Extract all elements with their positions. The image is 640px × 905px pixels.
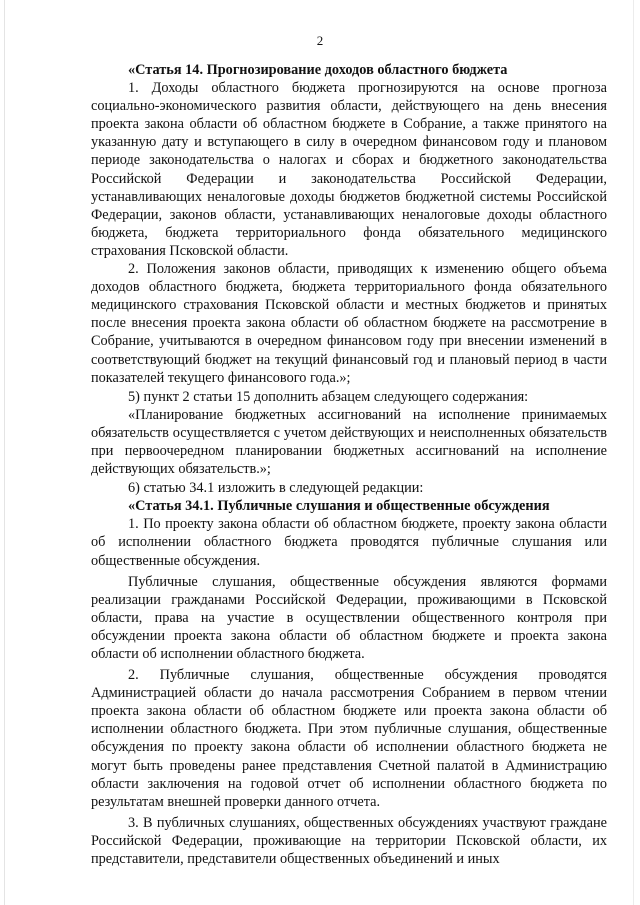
article-34-1-paragraph-2: 2. Публичные слушания, общественные обсуждения проводятся Администрацией области до начала рассмотрения Собранием в первом чтении проекта закона области об областном бюджете или проекта закона области об исполнении областного бюджета. При этом публичные слушания, общественные обсуждения по проекту закона области об исполнении областного бюджета не могут быть проведены ранее представления Счетной палатой в Администрацию области заключения на годовой отчет об исполнении областного бюджета по результатам внешней проверки данного отчета.: [91, 667, 607, 810]
amendment-item-5: 5) пункт 2 статьи 15 дополнить абзацем следующего содержания:: [128, 388, 529, 405]
article-34-1-paragraph-3: 3. В публичных слушаниях, общественных обсуждениях участвуют граждане Российской Федерации, проживающие на территории Псковской области, их представители, представители общественных объединений и иных: [91, 814, 607, 868]
page-number: 2: [316, 33, 324, 48]
document-body: [91, 61, 607, 868]
scan-edge-left: [4, 0, 5, 905]
amendment-item-5-quote: «Планирование бюджетных ассигнований на исполнение принимаемых обязательств осуществляется с учетом действующих и неисполненных обязательств при первоочередном планировании бюджетных ассигнований на исполнение действующих обязательств.»;: [91, 406, 607, 478]
scan-edge-right: [633, 0, 634, 905]
article-34-1-heading: «Статья 34.1. Публичные слушания и общественные обсуждения: [128, 498, 550, 515]
article-34-1-paragraph-1: 1. По проекту закона области об областном бюджете, проекту закона области об исполнении областного бюджета проводятся публичные слушания или общественные обсуждения.: [91, 516, 607, 569]
amendment-item-6: 6) статью 34.1 изложить в следующей редакции:: [128, 480, 424, 497]
article-34-1-paragraph-1b: Публичные слушания, общественные обсуждения являются формами реализации гражданами Российской Федерации, проживающими в Псковской области, права на участие в осуществлении общественного контроля при обсуждении проекта закона области об областном бюджете и проекта закона области об исполнении областного бюджета.: [91, 573, 607, 662]
article-14-paragraph-1: 1. Доходы областного бюджета прогнозируются на основе прогноза социально-экономического развития области, действующего на день внесения проекта закона области об областном бюджете в Собрание, а также принятого на указанную дату и вступающего в силу в очередном финансовом году и плановом периоде законодательства о налогах и сборах и бюджетного законодательства Российской Федерации и законодательства Российской Федерации, устанавливающих неналоговые доходы бюджетов бюджетной системы Российской Федерации, законов области, устанавливающих неналоговые доходы областного бюджета, бюджета территориального фонда обязательного медицинского страхования Псковской области.: [91, 80, 607, 259]
article-14-paragraph-2: 2. Положения законов области, приводящих к изменению общего объема доходов областного бюджета, бюджета территориального фонда обязательного медицинского страхования Псковской области и местных бюджетов и принятых после внесения проекта закона области об областном бюджете на рассмотрение в Собрание, учитываются в очередном финансовом году при внесении изменений в соответствующий бюджет на текущий финансовый год и плановый период в части показателей текущего финансового года.»;: [91, 261, 607, 386]
article-14-heading: «Статья 14. Прогнозирование доходов областного бюджета: [128, 62, 508, 78]
